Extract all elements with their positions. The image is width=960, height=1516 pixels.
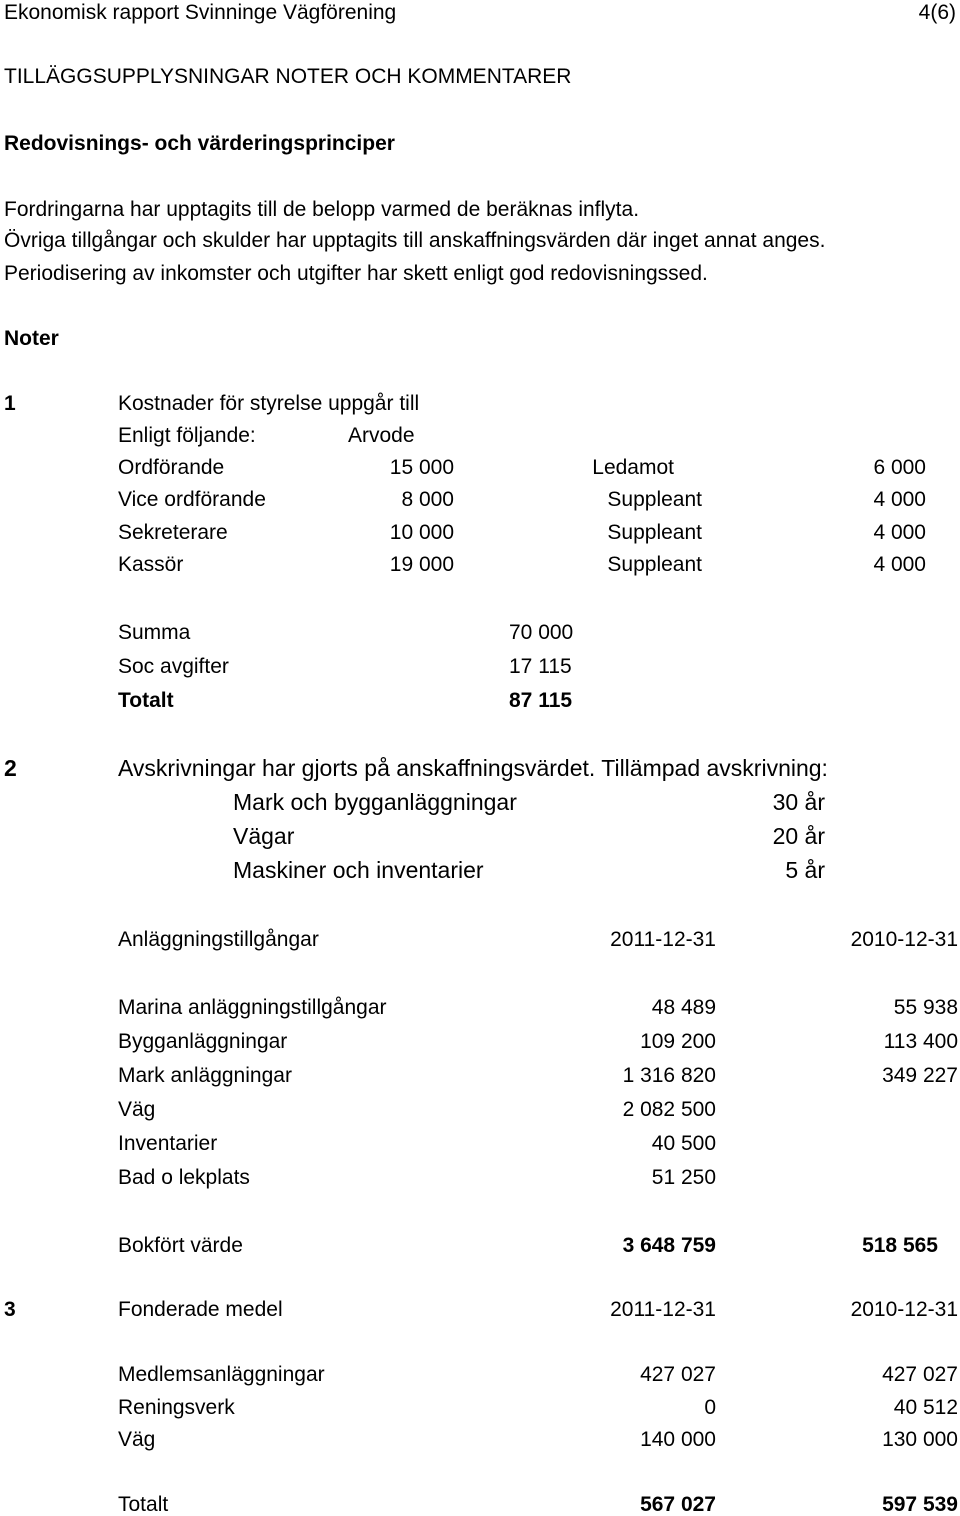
role2-amount: 6 000	[873, 456, 926, 479]
role-amount: 15 000	[389, 456, 454, 479]
notes-title: Noter	[4, 327, 59, 350]
summary-value: 70 000	[509, 621, 574, 644]
table-total-label: Totalt	[118, 1493, 169, 1516]
depreciation-label: Vägar	[233, 823, 295, 849]
principles-line: Fordringarna har upptagits till de belopp varmed de beräknas inflyta.	[4, 198, 640, 221]
table-row-col2: 55 938	[893, 996, 958, 1019]
principles-line: Övriga tillgångar och skulder har upptagits till anskaffningsvärden där inget annat anges.	[4, 229, 826, 252]
table-row-col1: 427 027	[640, 1363, 716, 1386]
table-header-label: Anläggningstillgångar	[118, 928, 319, 951]
summary-total-value: 87 115	[509, 689, 573, 712]
note-number: 1	[4, 392, 16, 415]
report-title: Ekonomisk rapport Svinninge Vägförening	[4, 1, 397, 24]
summary-value: 17 115	[509, 655, 572, 678]
note1-sub-label: Enligt följande:	[118, 424, 256, 447]
summary-total-label: Totalt	[118, 689, 174, 712]
summary-label: Soc avgifter	[118, 655, 229, 678]
table-header-col2: 2010-12-31	[850, 928, 958, 951]
table-row-col1: 48 489	[651, 996, 716, 1019]
role-label: Vice ordförande	[118, 488, 266, 511]
table-row-label: Väg	[118, 1428, 156, 1451]
depreciation-label: Maskiner och inventarier	[233, 857, 484, 883]
table-row-label: Inventarier	[118, 1132, 218, 1155]
table-row-label: Mark anläggningar	[118, 1064, 292, 1087]
role2-label: Suppleant	[607, 521, 702, 544]
table-row-label: Bygganläggningar	[118, 1030, 288, 1053]
depreciation-label: Mark och bygganläggningar	[233, 789, 517, 815]
table-row-col1: 1 316 820	[622, 1064, 716, 1087]
principles-title: Redovisnings- och värderingsprinciper	[4, 132, 395, 155]
note-number: 2	[4, 755, 17, 781]
role2-label: Suppleant	[607, 553, 702, 576]
table-total-col2: 518 565	[862, 1234, 938, 1257]
table-row-col1: 140 000	[640, 1428, 716, 1451]
table-row-col1: 2 082 500	[622, 1098, 716, 1121]
role2-label: Ledamot	[592, 456, 674, 479]
table-row-label: Bad o lekplats	[118, 1166, 250, 1189]
table-header-label: Fonderade medel	[118, 1298, 283, 1321]
table-row-col2: 349 227	[882, 1064, 958, 1087]
table-row-label: Reningsverk	[118, 1396, 235, 1419]
table-row-col2: 40 512	[893, 1396, 958, 1419]
role-amount: 8 000	[401, 488, 454, 511]
table-header-col1: 2011-12-31	[610, 1298, 716, 1321]
page-number: 4(6)	[918, 1, 956, 24]
principles-line: Periodisering av inkomster och utgifter har skett enligt god redovisningssed.	[4, 262, 708, 285]
role2-amount: 4 000	[873, 488, 926, 511]
role-label: Ordförande	[118, 456, 225, 479]
note1-column-header: Arvode	[348, 424, 415, 447]
note1-intro: Kostnader för styrelse uppgår till	[118, 392, 420, 415]
table-total-col1: 567 027	[640, 1493, 716, 1516]
table-total-col2: 597 539	[882, 1493, 958, 1516]
table-total-col1: 3 648 759	[622, 1234, 716, 1257]
table-total-label: Bokfört värde	[118, 1234, 243, 1257]
role2-amount: 4 000	[873, 521, 926, 544]
table-row-label: Marina anläggningstillgångar	[118, 996, 387, 1019]
role2-label: Suppleant	[607, 488, 702, 511]
summary-label: Summa	[118, 621, 191, 644]
role2-amount: 4 000	[873, 553, 926, 576]
table-row-label: Medlemsanläggningar	[118, 1363, 325, 1386]
page-heading: TILLÄGGSUPPLYSNINGAR NOTER OCH KOMMENTARER	[4, 65, 572, 88]
table-header-col1: 2011-12-31	[610, 928, 716, 951]
role-amount: 10 000	[389, 521, 454, 544]
table-row-col2: 113 400	[883, 1030, 958, 1053]
table-row-col1: 40 500	[651, 1132, 716, 1155]
depreciation-value: 30 år	[772, 789, 825, 815]
note-number: 3	[4, 1298, 16, 1321]
table-row-label: Väg	[118, 1098, 156, 1121]
role-label: Sekreterare	[118, 521, 228, 544]
depreciation-value: 20 år	[772, 823, 825, 849]
role-amount: 19 000	[389, 553, 454, 576]
depreciation-value: 5 år	[785, 857, 825, 883]
table-row-col2: 427 027	[882, 1363, 958, 1386]
role-label: Kassör	[118, 553, 184, 576]
table-row-col2: 130 000	[882, 1428, 958, 1451]
table-row-col1: 51 250	[651, 1166, 716, 1189]
table-row-col1: 109 200	[640, 1030, 716, 1053]
note2-intro: Avskrivningar har gjorts på anskaffningsvärdet. Tillämpad avskrivning:	[118, 755, 828, 781]
table-header-col2: 2010-12-31	[850, 1298, 958, 1321]
table-row-col1: 0	[704, 1396, 716, 1419]
